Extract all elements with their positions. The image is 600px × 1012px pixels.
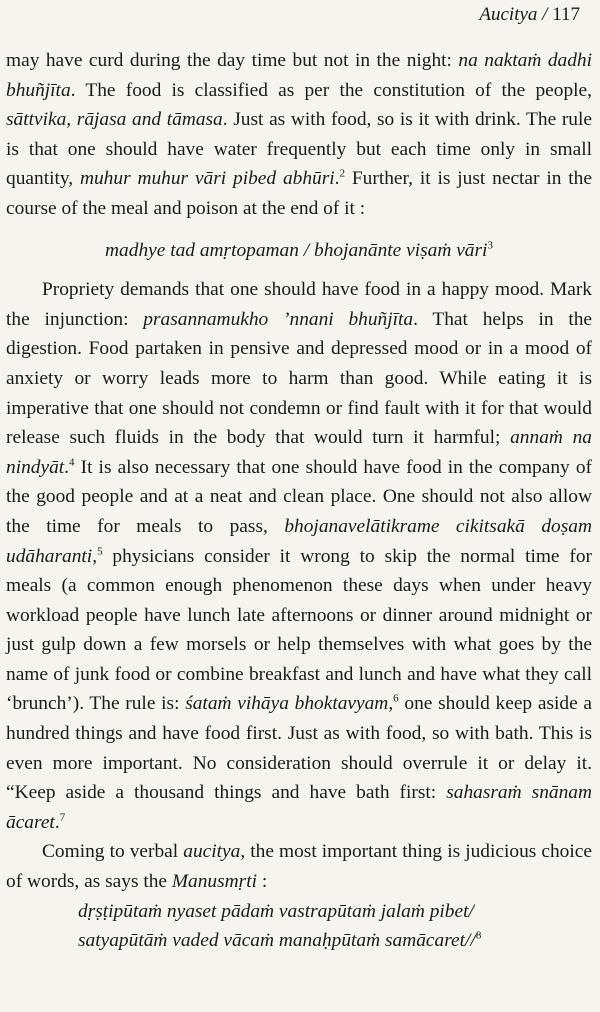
paragraph-2: Propriety demands that one should have food in a happy mood. Mark the injunction: prasannamukho ’nnani bhuñjīta. That helps in the digestion. Food partaken in pensive and depressed mood or in a mood of anxiety or worry leads more to harm than good. While eating it is imperative that one should not condemn or find fault with it for that would release such fluids in the body that would turn it harmful; annaṁ na nindyāt.$^4$ It is also necessary that one should have food in the company of the good people and at a neat and clean place. One should not also allow the time for meals to pass, bhojanavelātikrame cikitsakā doṣam udāharanti,$^5$ physicians consider it wrong to skip the normal time for meals (a common enough phenomenon these days when under heavy workload people have lunch late afternoons or dinner around midnight or just gulp down a few morsels or help themselves with what goes by the name of junk food or combine breakfast and lunch and have what they call ‘brunch’). The rule is: śataṁ vihāya bhoktavyam,$^6$ one should keep aside a hundred things and have food first. Just as with food, so with bath. This is even more important. No consideration should overrule it or delay it. “Keep aside a thousand things and have bath first: sahasraṁ snānam ācaret.$^7$ [6, 279, 593, 833]
running-header [479, 4, 580, 26]
header-title: Aucitya [479, 4, 538, 25]
footnote-marker: 5 [97, 545, 103, 558]
sanskrit-phrase: sāttvika, rājasa and tāmasa [6, 109, 223, 131]
paragraph-1: may have curd during the day time but not in the night: na naktaṁ dadhi bhuñjīta. The food is classified as per the constitution of the people, sāttvika, rājasa and tāmasa. Just as with food, so is it with drink. The rule is that one should have water frequently but each time only in small quantity, muhur muhur vāri pibed abhūri.$^2$ Further, it is just nectar in the course of the meal and poison at the end of it : [6, 50, 593, 219]
header-separator: / [537, 4, 553, 25]
book-title: Manusmṛti [171, 871, 257, 893]
sanskrit-phrase: muhur muhur vāri pibed abhūri [79, 168, 335, 190]
sanskrit-phrase: prasannamukho ’nnani bhuñjīta [143, 308, 414, 330]
footnote-marker: 6 [393, 693, 399, 705]
verse-2-line-2: satyapūtāṁ vaded vācaṁ manaḥpūtaṁ samācaret//$^8$ [78, 929, 482, 952]
page-number: 117 [552, 4, 580, 25]
footnote-marker: 8 [475, 929, 482, 942]
sanskrit-phrase: sahasraṁ snānam ācaret [6, 782, 592, 833]
verse-1: madhye tad amṛtopaman / bhojanānte viṣaṁ vāri$^3$ [105, 239, 493, 261]
sanskrit-phrase: na naktaṁ dadhi bhuñjīta [6, 50, 593, 101]
verse-2 [6, 897, 592, 956]
footnote-marker: 4 [69, 456, 75, 469]
term: aucitya [183, 841, 241, 863]
sanskrit-phrase: bhojanavelātikrame cikitsakā doṣam udāharanti [6, 515, 592, 567]
page-body [6, 46, 592, 956]
footnote-marker: 2 [339, 167, 346, 180]
sanskrit-phrase: śataṁ vihāya bhoktavyam [185, 693, 389, 715]
footnote-marker: 3 [487, 239, 493, 252]
footnote-marker: 7 [59, 811, 66, 824]
sanskrit-phrase: annaṁ na nindyāt [6, 427, 592, 478]
verse-2-line-1: dṛṣṭipūtaṁ nyaset pādaṁ vastrapūtaṁ jalaṁ pibet/ [78, 900, 474, 922]
paragraph-3: Coming to verbal aucitya, the most important thing is judicious choice of words, as says the Manusmṛti : [6, 841, 592, 893]
